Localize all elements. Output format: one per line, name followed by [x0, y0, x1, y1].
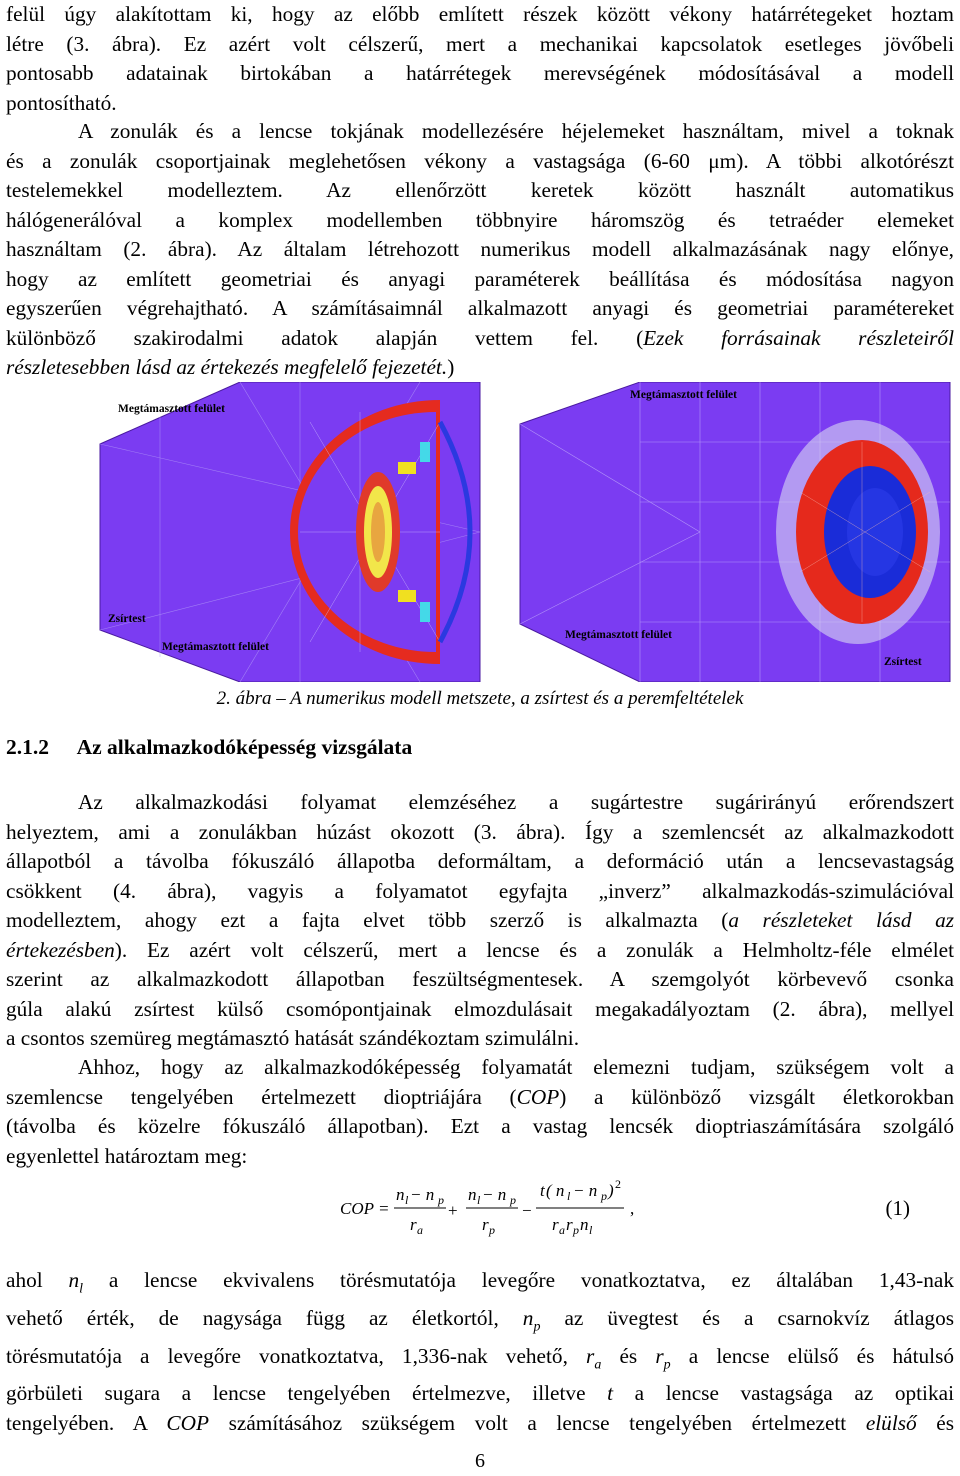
eq-n: n	[580, 1215, 589, 1234]
italic-run: részletesebben lásd az értekezés megfelelő fejezetét.	[6, 355, 448, 379]
eq-r: r	[566, 1215, 573, 1234]
italic-run: a részleteket lásd az	[728, 908, 954, 932]
text-run: számításához szükségem volt a lencse tengelyében értelmezett	[228, 1410, 847, 1435]
text-line	[6, 353, 954, 383]
text-line: és a zonulák csoportjainak meglehetősen vékony a vastagsága (6-60 μm). A többi alkotórészt	[6, 148, 954, 173]
text-run: szemlencse tengelyében értelmezett dioptriájára (	[6, 1084, 517, 1109]
text-run: és	[619, 1343, 638, 1368]
equation-number: (1)	[885, 1196, 910, 1220]
label-supported-surface-left-top: Megtámasztott felület	[118, 403, 225, 415]
eq-sub-l: l	[567, 1189, 571, 1203]
text-line: pontosabb adatainak birtokában a határrétegek merevségének módosításával a modell	[6, 61, 954, 85]
eq-n: n	[468, 1185, 477, 1204]
paragraph-definitions	[6, 1266, 954, 1438]
text-line: egyenlettel határoztam meg:	[6, 1143, 248, 1168]
text-line	[6, 1304, 954, 1342]
text-run: ). Ez azért volt célszerű, mert a lencse és a zonulák a Helmholtz-féle elmélet	[114, 937, 954, 962]
text-line: csökkent (4. ábra), vagyis a folyamatot egyfajta „inverz” alkalmazkodás-szimulációval	[6, 878, 954, 903]
text-run: tengelyében. A	[6, 1410, 147, 1435]
page-number: 6	[475, 1450, 485, 1472]
eq-r: r	[482, 1215, 489, 1234]
text-run: az üvegtest és a csarnokvíz átlagos	[564, 1305, 954, 1330]
eq-sub-p: p	[489, 1223, 495, 1237]
eq-minus-n: − n	[482, 1185, 507, 1204]
left-model-image	[100, 382, 480, 682]
text-line: gúla alakú zsírtest külső csomópontjainak elmozdulásait megakadályoztam (2. ábra), mellyel	[6, 996, 954, 1021]
eq-paren-close: )	[608, 1181, 614, 1200]
text-line: létre (3. ábra). Ez azért volt célszerű, mert a mechanikai kapcsolatok esetleges jövőbeli	[6, 31, 954, 56]
eq-minus-n: − n	[410, 1185, 435, 1204]
text-line	[6, 1409, 954, 1439]
eq-square: 2	[615, 1178, 621, 1191]
italic-run: elülső	[865, 1410, 917, 1435]
text-line	[6, 936, 954, 966]
text-run: különböző szakirodalmi adatok alapján vettem fel. (	[6, 325, 644, 350]
paragraph-intro	[6, 0, 954, 118]
symbol-n-p: $n_p$	[522, 1305, 541, 1334]
label-fat-body-right: Zsírtest	[884, 656, 922, 668]
eq-sub-l: l	[589, 1223, 593, 1237]
eq-sub-p: p	[438, 1193, 444, 1207]
section-number: 2.1.2	[6, 735, 49, 759]
italic-run: COP	[516, 1084, 560, 1109]
symbol-cop: COP	[166, 1410, 209, 1435]
text-line	[6, 906, 954, 936]
symbol-t: t	[607, 1381, 614, 1406]
text-line: állapotból a távolba fókuszáló állapotba deformáltam, a deformáció után a lencsevastagság	[6, 849, 954, 873]
paragraph-cop	[6, 1053, 954, 1171]
text-run: a lencse vastagsága az optikai	[634, 1381, 954, 1406]
eq-sub-p: p	[573, 1223, 579, 1237]
text-line	[6, 1342, 954, 1380]
eq-r: r	[552, 1215, 559, 1234]
text-line: egyszerűen végrehajtható. A számításaimnál alkalmazott anyagi és geometriai paramétereket	[6, 296, 954, 320]
eq-r: r	[410, 1215, 417, 1234]
text-line: szerint az alkalmazkodott állapotban feszültségmentesek. A szemgolyót körbevevő csonka	[6, 967, 954, 991]
text-run: a lencse ekvivalens törésmutatója levegőre vonatkoztatva, ez általában 1,43-nak	[108, 1268, 954, 1292]
figure-caption: 2. ábra – A numerikus modell metszete, a zsírtest és a peremfeltételek	[216, 688, 744, 709]
eq-sub-a: a	[559, 1223, 565, 1237]
text-line	[6, 1083, 954, 1113]
text-run: vehető érték, de nagysága függ az életkortól,	[6, 1305, 499, 1330]
italic-run: értekezésben	[6, 937, 115, 962]
text-run: görbületi sugara a lencse tengelyében értelmezve, illetve	[6, 1381, 586, 1406]
eq-comma: ,	[630, 1199, 635, 1218]
eq-sub-p: p	[510, 1193, 516, 1207]
text-run: )	[447, 355, 455, 379]
eq-minus: −	[522, 1201, 532, 1220]
text-run: modelleztem, ahogy ezt a fajta elvet több szerző is alkalmazta (	[6, 908, 729, 932]
label-supported-surface-left-bottom: Megtámasztott felület	[162, 641, 269, 653]
text-line	[6, 1266, 954, 1304]
section-title: Az alkalmazkodóképesség vizsgálata	[76, 735, 413, 759]
eq-sub-p: p	[601, 1189, 607, 1203]
text-line: felül úgy alakítottam ki, hogy az előbb említett részek között vékony határrétegeket hoztam	[6, 2, 954, 26]
text-line	[6, 1379, 954, 1409]
paragraph-accommodation	[6, 788, 954, 1054]
text-line	[6, 324, 954, 354]
text-run: ) a különböző vizsgált életkorokban	[559, 1084, 954, 1109]
label-fat-body-left: Zsírtest	[108, 613, 146, 625]
text-run: a lencse elülső és hátulsó	[688, 1343, 954, 1368]
eq-plus: +	[448, 1201, 458, 1220]
eq-minus-n: − n	[573, 1181, 598, 1200]
text-line: hogy az említett geometriai és anyagi paraméterek beállítása és módosítása nagyon	[6, 266, 954, 291]
italic-run: Ezek forrásainak részleteiről	[643, 325, 954, 350]
equation-cop	[340, 1178, 960, 1240]
section-heading	[6, 735, 412, 760]
eq-n: n	[396, 1185, 405, 1204]
figure-model-section	[0, 382, 960, 682]
text-line: Ahhoz, hogy az alkalmazkodóképesség folyamatát elemezni tudjam, szükségem volt a	[78, 1055, 954, 1079]
text-line: hálógenerálóval a komplex modellemben többnyire háromszög és tetraéder elemeket	[6, 207, 954, 232]
text-run: ahol	[6, 1268, 43, 1292]
eq-lhs: COP =	[340, 1199, 390, 1218]
text-line: a csontos szemüreg megtámasztó hatását szándékoztam szimulálni.	[6, 1026, 580, 1050]
text-line: testelemekkel modelleztem. Az ellenőrzött keretek között használt automatikus	[6, 178, 954, 202]
symbol-r-a: $r_a$	[586, 1343, 602, 1372]
eq-t: t	[540, 1181, 545, 1200]
text-line: Az alkalmazkodási folyamat elemzéséhez a sugártestre sugárirányú erőrendszert	[78, 790, 954, 814]
text-run: és	[936, 1410, 954, 1435]
symbol-r-p: $r_p$	[655, 1343, 671, 1372]
text-run: törésmutatója a levegőre vonatkoztatva, 1,336-nak vehető,	[6, 1343, 568, 1368]
text-line: helyeztem, ami a zonulákban húzást okozott (3. ábra). Így a szemlencsét az alkalmazkodott	[6, 819, 954, 844]
text-line: használtam (2. ábra). Az általam létrehozott numerikus modell alkalmazásának nagy előnye,	[6, 237, 954, 261]
eq-sub-l: l	[477, 1193, 481, 1207]
eq-sub-a: a	[417, 1223, 423, 1237]
eq-paren-n: ( n	[546, 1181, 565, 1200]
text-line: (távolba és közelre fókuszáló állapotban). Ezt a vastag lencsék dioptriaszámítására szolgáló	[6, 1114, 954, 1138]
text-line: A zonulák és a lencse tokjának modellezésére héjelemeket használtam, mivel a toknak	[78, 119, 954, 143]
eq-sub-l: l	[405, 1193, 409, 1207]
label-supported-surface-right-top: Megtámasztott felület	[630, 389, 737, 401]
paragraph-modeling	[6, 117, 954, 383]
symbol-n-l: $n_l$	[68, 1268, 84, 1297]
label-supported-surface-right-bottom: Megtámasztott felület	[565, 629, 672, 641]
text-line: pontosítható.	[6, 90, 117, 115]
